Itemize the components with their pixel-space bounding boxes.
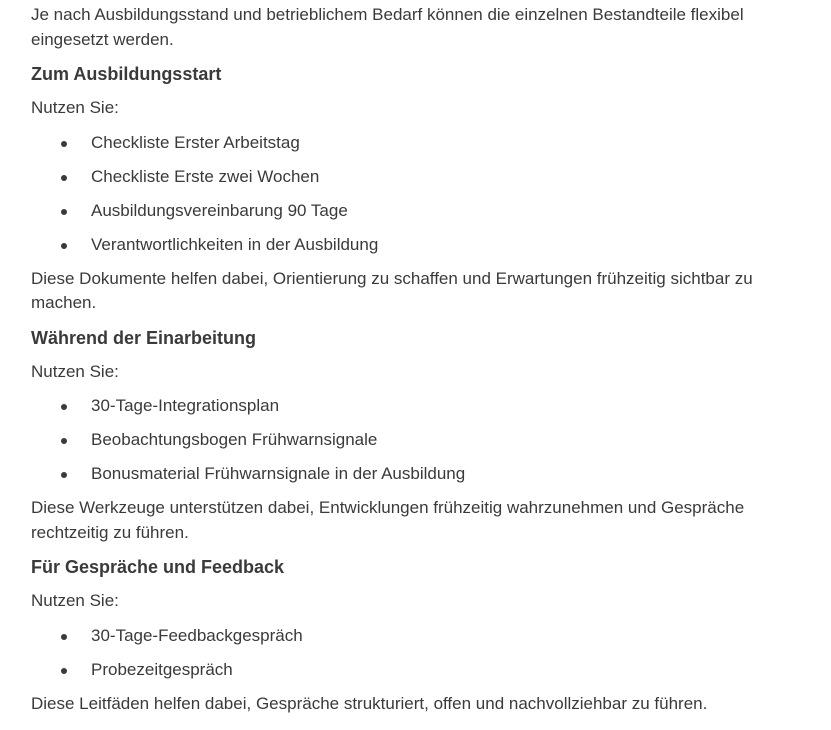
list-item — [31, 394, 801, 418]
section-lead: Nutzen Sie: — [31, 361, 119, 381]
bullet-icon — [61, 209, 67, 215]
bullet-icon — [61, 472, 67, 478]
section-lead: Nutzen Sie: — [31, 98, 119, 117]
bullet-icon — [61, 243, 67, 249]
bullet-list — [31, 131, 801, 257]
section-closing: Diese Werkzeuge unterstützen dabei, Entwicklungen frühzeitig wahrzunehmen und Gespräche rechtzeitig zu führen. — [31, 498, 745, 542]
section-gespraeche-feedback — [31, 555, 801, 716]
section-einarbeitung — [31, 326, 801, 546]
list-item-text: Beobachtungsbogen Frühwarnsignale — [91, 430, 378, 449]
bullet-list — [31, 394, 801, 486]
list-item-text: 30-Tage-Integrationsplan — [91, 396, 280, 415]
list-item — [31, 131, 801, 155]
bullet-icon — [61, 404, 67, 410]
section-heading: Zum Ausbildungsstart — [31, 64, 222, 84]
bullet-icon — [61, 634, 67, 640]
list-item-text: Bonusmaterial Frühwarnsignale in der Ausbildung — [91, 464, 466, 483]
intro-paragraph: Je nach Ausbildungsstand und betrieblichem Bedarf können die einzelnen Bestandteile flexibel eingesetzt werden. — [31, 5, 744, 49]
section-ausbildungsstart — [31, 62, 801, 316]
bullet-icon — [61, 438, 67, 444]
list-item-text: Probezeitgespräch — [91, 659, 233, 679]
section-heading: Für Gespräche und Feedback — [31, 557, 285, 577]
list-item — [31, 199, 801, 223]
list-item — [31, 428, 801, 452]
bullet-icon — [61, 175, 67, 181]
list-item-text: Ausbildungsvereinbarung 90 Tage — [91, 200, 348, 220]
list-item — [31, 658, 801, 682]
bullet-list — [31, 624, 801, 682]
list-item-text: Checkliste Erster Arbeitstag — [91, 132, 300, 152]
section-closing: Diese Dokumente helfen dabei, Orientierung zu schaffen und Erwartungen frühzeitig sichtbar zu machen. — [31, 268, 753, 312]
bullet-icon — [61, 141, 67, 147]
list-item-text: Checkliste Erste zwei Wochen — [91, 166, 320, 186]
list-item — [31, 165, 801, 189]
section-closing: Diese Leitfäden helfen dabei, Gespräche strukturiert, offen und nachvollziehbar zu führen. — [31, 693, 708, 713]
list-item-text: Verantwortlichkeiten in der Ausbildung — [91, 234, 379, 254]
section-lead: Nutzen Sie: — [31, 591, 119, 610]
section-heading: Während der Einarbeitung — [31, 327, 257, 348]
list-item-text: 30-Tage-Feedbackgespräch — [91, 625, 303, 645]
list-item — [31, 233, 801, 257]
bullet-icon — [61, 668, 67, 674]
list-item — [31, 462, 801, 486]
list-item — [31, 624, 801, 648]
